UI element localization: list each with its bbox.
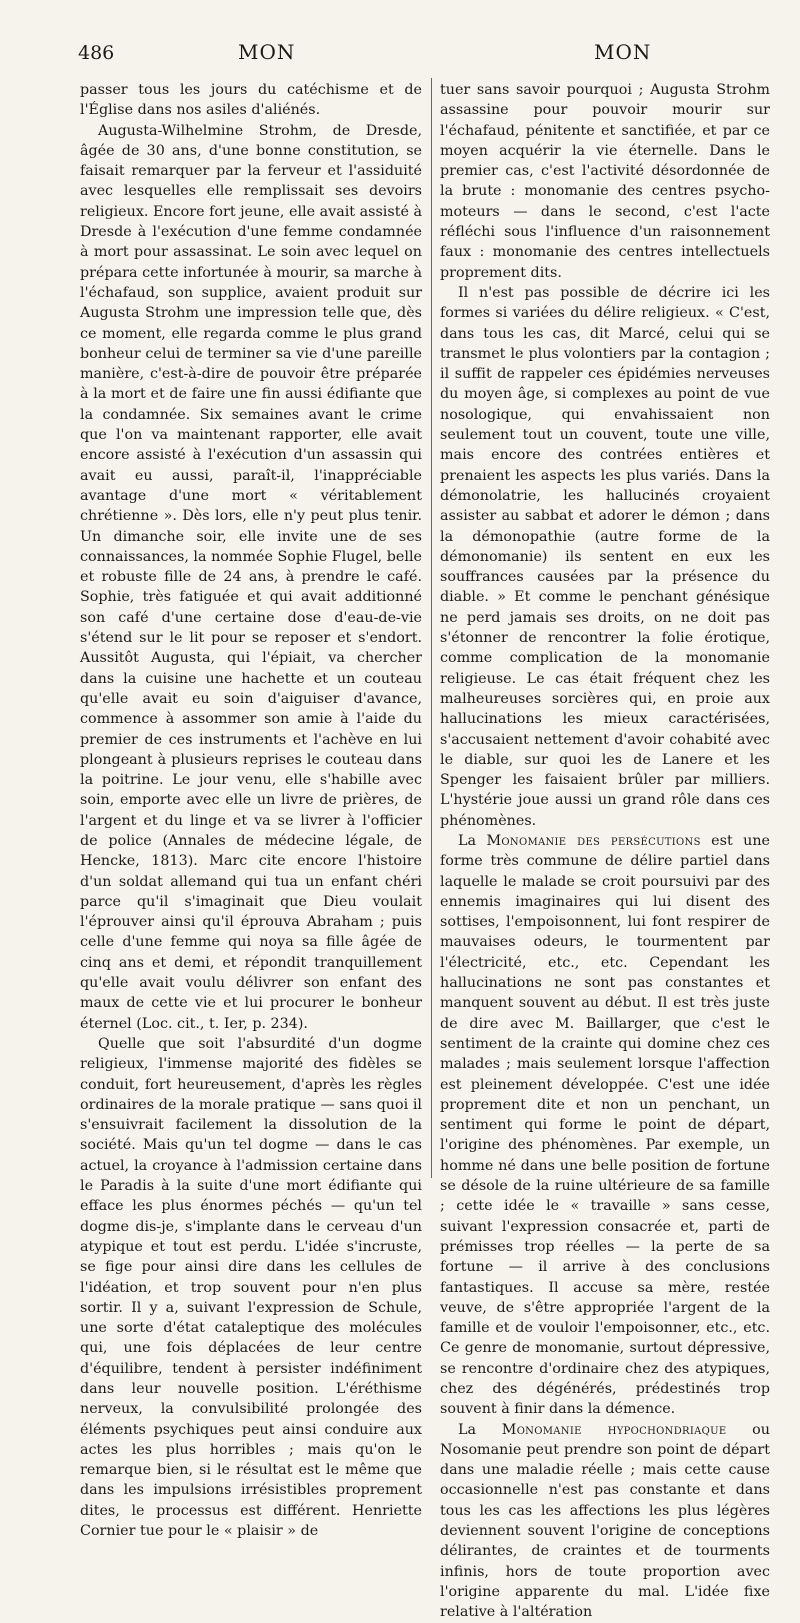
paragraph-text: Il n'est pas possible de décrire ici les formes si variées du délire religieux. « C'est, dans tous les cas, dit Marcé, celui qui se transmet le plus volontiers par la contagion ; il suffit de rappeler ces épidémies nerveuses du moyen âge, si complexes au point de vue nosologique, qui envahissaient non seulement tout un couvent, toute une ville, mais encore des contrées entières et prenaient les aspects les plus variés. Dans la démonolatrie, les hallucinés croyaient assister au sabbat et adorer le démon ; dans la démonopathie (autre forme de la démonomanie) ils sentent en eux les souffrances causées par la présence du diable. » Et comme le penchant génésique ne perd jamais ses droits, on ne doit pas s'étonner de rencontrer la folie érotique, comme complication de la monomanie religieuse. Le cas était fréquent chez les malheureuses sorcières qui, en proie aux hallucinations les mieux caractérisées, s'accusaient nettement d'avoir cohabité avec le diable, sur quoi les de Lanere et les Spenger les faisaient brûler par milliers. L'hystérie joue aussi un grand rôle dans ces phénomènes.	[440, 284, 770, 829]
section-term: Monomanie des persécutions	[486, 832, 701, 849]
page-header	[78, 40, 770, 68]
paragraph	[80, 1034, 422, 1541]
paragraph-text: tuer sans savoir pourquoi ; Augusta Strohm assassine pour pouvoir mourir sur l'échafaud, pénitente et sanctifiée, et par ce moyen acquérir la vie éternelle. Dans le premier cas, c'est l'activité désordonnée de la brute : monomanie des centres psycho-moteurs — dans le second, c'est l'acte réfléchi sous l'influence d'un raisonnement faux : monomanie des centres intellectuels proprement dits.	[440, 82, 770, 281]
paragraph	[440, 80, 770, 283]
paragraph	[440, 283, 770, 831]
running-head-left: MON	[238, 40, 296, 64]
paragraph-text: Quelle que soit l'absurdité d'un dogme religieux, l'immense majorité des fidèles se conduit, fort heureusement, d'après les règles ordinaires de la morale pratique — sans quoi il s'ensuivrait facilement la dissolution de la société. Mais qu'un tel dogme — dans le cas actuel, la croyance à l'admission certaine dans le Paradis à la suite d'une mort édifiante qui efface les plus énormes péchés — qu'un tel dogme dis-je, s'implante dans le cerveau d'un atypique et tout est perdu. L'idée s'incruste, se fige pour ainsi dire dans les cellules de l'idéation, et trop souvent pour n'en plus sortir. Il y a, suivant l'expression de Schule, une sorte d'état cataleptique des molécules qui, une fois déplacées de leur centre d'équilibre, tendent à persister indéfiniment dans leur nouvelle position. L'éréthisme nerveux, la convulsibilité prolongée des éléments psychiques peut ainsi conduire aux actes les plus horribles ; mais qu'on le remarque bien, si le résultat est le même que dans les impulsions irrésistibles proprement dites, le processus est différent. Henriette Cornier tue pour le « plaisir » de	[80, 1035, 422, 1540]
right-column	[440, 80, 771, 1621]
paragraph-text: ou Nosomanie peut prendre son point de départ dans une maladie réelle ; mais cette cause occasionnelle n'est pas constante et dans tous les cas les affections les plus légères deviennent souvent l'origine de conceptions délirantes, de craintes et de tourments infinis, hors de toute proportion avec l'origine apparente du mal. L'idée fixe relative à l'altération	[440, 1421, 770, 1621]
paragraph-text: La	[458, 832, 487, 849]
paragraph-text: est une forme très commune de délire partiel dans laquelle le malade se croit poursuivi par des ennemis imaginaires qui lui disent des sottises, l'empoisonnent, lui font respirer de mauvaises odeurs, le tourmentent par l'électricité, etc., etc. Cependant les hallucinations ne sont pas constantes et manquent souvent au début. Il est très juste de dire avec M. Baillarger, que c'est le sentiment de la crainte qui domine chez ces malades ; mais seulement lorsque l'affection est pleinement développée. C'est une idée proprement dite et non un penchant, un sentiment qui forme le point de départ, l'origine des phénomènes. Par exemple, un homme né dans une belle position de fortune se désole de la ruine ultérieure de sa famille ; cette idée le « travaille » sans cesse, suivant l'expression consacrée et, parti de prémisses trop réelles — la perte de sa fortune — il arrive à des conclusions fantastiques. Il accuse sa mère, restée veuve, de s'être appropriée l'argent de la famille et de vouloir l'empoisonner, etc., etc. Ce genre de monomanie, surtout dépressive, se rencontre d'ordinaire chez des atypiques, chez des dégénérés, prédestinés trop souvent à finir dans la démence.	[440, 832, 771, 1418]
page-number: 486	[78, 42, 115, 64]
paragraph-text: La	[458, 1421, 502, 1438]
column-divider	[431, 78, 432, 1178]
paragraph-text: passer tous les jours du catéchisme et de l'Église dans nos asiles d'aliénés.	[80, 82, 422, 119]
paragraph	[440, 831, 770, 1420]
paragraph	[80, 121, 422, 1034]
paragraph	[80, 80, 422, 121]
paragraph-text: Augusta-Wilhelmine Strohm, de Dresde, âgée de 30 ans, d'une bonne constitution, se faisait remarquer par la ferveur et l'assiduité avec lesquelles elle remplissait ses devoirs religieux. Encore fort jeune, elle avait assisté à Dresde à l'exécution d'une femme condamnée à mort pour assassinat. Le soin avec lequel on prépara cette infortunée à mourir, sa marche à l'échafaud, son supplice, avaient produit sur Augusta Strohm une impression telle que, dès ce moment, elle regarda comme le plus grand bonheur celui de terminer sa vie d'une pareille manière, c'est-à-dire de pouvoir être préparée à la mort et de faire une fin aussi édifiante que la condamnée. Six semaines avant le crime que l'on va maintenant rapporter, elle avait encore assisté à l'exécution d'un assassin qui avait eu aussi, paraît-il, l'inappréciable avantage d'une mort « véritablement chrétienne ». Dès lors, elle n'y peut plus tenir. Un dimanche soir, elle invite une de ses connaissances, la nommée Sophie Flugel, belle et robuste fille de 24 ans, à prendre le café. Sophie, très fatiguée et qui avait additionné son café d'une certaine dose d'eau-de-vie s'étend sur le lit pour se reposer et s'endort. Aussitôt Augusta, qui l'épiait, va chercher dans la cuisine une hachette et un couteau qu'elle avait eu soin d'aiguiser d'avance, commence à assommer son amie à l'aide du premier de ces instruments et l'achève en lui plongeant à plusieurs reprises le couteau dans la poitrine. Le jour venu, elle s'habille avec soin, emporte avec elle un livre de prières, de l'argent et du linge et va se livrer à l'officier de police (Annales de médecine légale, de Hencke, 1813). Marc cite encore l'histoire d'un soldat allemand qui tua un enfant chéri parce qu'il s'imaginait que Dieu voulait l'éprouver ainsi qu'il éprouva Abraham ; puis celle d'une femme qui noya sa fille âgée de cinq ans et demi, et répondit tranquillement qu'elle avait voulu délivrer son enfant des maux de cette vie et lui procurer le bonheur éternel (Loc. cit., t. Ier, p. 234).	[80, 122, 422, 1032]
paragraph	[440, 1420, 770, 1623]
section-term: Monomanie hypochondriaque	[501, 1421, 727, 1438]
left-column	[80, 80, 422, 1540]
running-head-right: MON	[594, 40, 652, 64]
